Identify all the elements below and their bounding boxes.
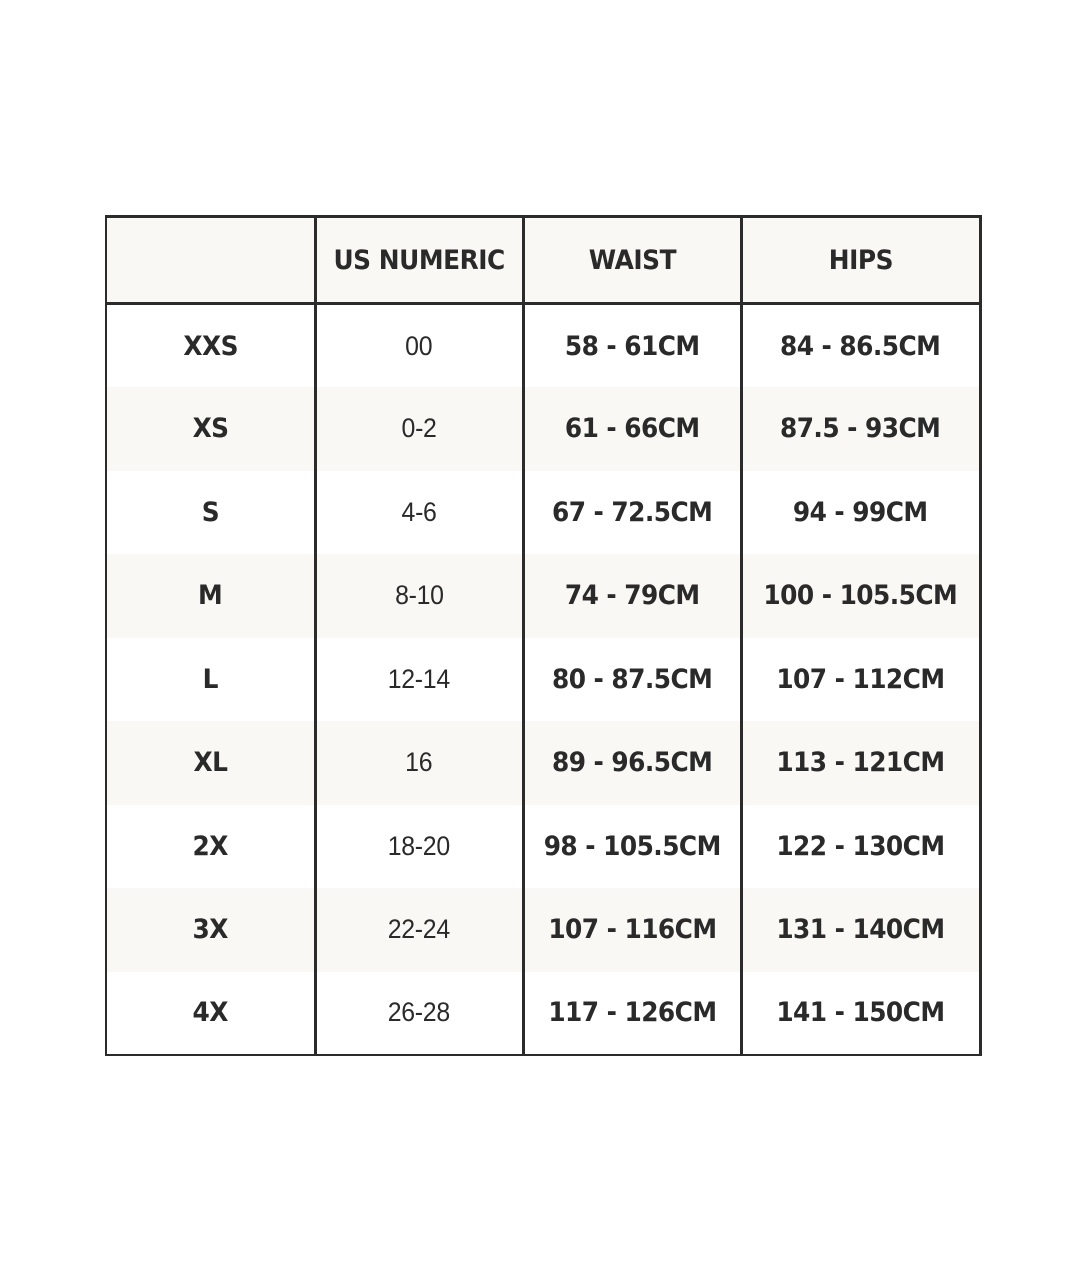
us-numeric-cell: 18-20: [315, 805, 523, 889]
size-cell: 3X: [106, 888, 315, 972]
hips-cell: 131 - 140CM: [741, 888, 980, 972]
table-header: [106, 217, 980, 304]
us-numeric-cell: 16: [315, 721, 523, 805]
size-cell: 2X: [106, 805, 315, 889]
hips-cell: 107 - 112CM: [741, 638, 980, 722]
size-cell: M: [106, 554, 315, 638]
size-cell: XXS: [106, 304, 315, 388]
waist-cell: 67 - 72.5CM: [523, 471, 741, 555]
waist-cell: 117 - 126CM: [523, 972, 741, 1056]
hips-cell: 141 - 150CM: [741, 972, 980, 1056]
waist-cell: 107 - 116CM: [523, 888, 741, 972]
hips-cell: 122 - 130CM: [741, 805, 980, 889]
us-numeric-cell: 00: [315, 304, 523, 388]
table-row: [106, 387, 980, 471]
hips-cell: 87.5 - 93CM: [741, 387, 980, 471]
hips-cell: 94 - 99CM: [741, 471, 980, 555]
header-waist: WAIST: [523, 217, 741, 304]
hips-cell: 113 - 121CM: [741, 721, 980, 805]
waist-cell: 61 - 66CM: [523, 387, 741, 471]
us-numeric-cell: 12-14: [315, 638, 523, 722]
size-chart-table: [105, 215, 982, 1056]
size-cell: XS: [106, 387, 315, 471]
table-row: [106, 805, 980, 889]
size-cell: S: [106, 471, 315, 555]
hips-cell: 100 - 105.5CM: [741, 554, 980, 638]
us-numeric-cell: 0-2: [315, 387, 523, 471]
table-body: [106, 304, 980, 1056]
size-cell: XL: [106, 721, 315, 805]
waist-cell: 98 - 105.5CM: [523, 805, 741, 889]
us-numeric-cell: 26-28: [315, 972, 523, 1056]
header-size: [106, 217, 315, 304]
table-row: [106, 638, 980, 722]
size-cell: 4X: [106, 972, 315, 1056]
us-numeric-cell: 4-6: [315, 471, 523, 555]
us-numeric-cell: 22-24: [315, 888, 523, 972]
waist-cell: 89 - 96.5CM: [523, 721, 741, 805]
waist-cell: 80 - 87.5CM: [523, 638, 741, 722]
table-row: [106, 304, 980, 388]
hips-cell: 84 - 86.5CM: [741, 304, 980, 388]
table-row: [106, 972, 980, 1056]
header-us-numeric: US NUMERIC: [315, 217, 523, 304]
table-row: [106, 888, 980, 972]
waist-cell: 58 - 61CM: [523, 304, 741, 388]
us-numeric-cell: 8-10: [315, 554, 523, 638]
header-hips: HIPS: [741, 217, 980, 304]
waist-cell: 74 - 79CM: [523, 554, 741, 638]
table-row: [106, 471, 980, 555]
table-row: [106, 554, 980, 638]
header-row: [106, 217, 980, 304]
size-cell: L: [106, 638, 315, 722]
table-row: [106, 721, 980, 805]
